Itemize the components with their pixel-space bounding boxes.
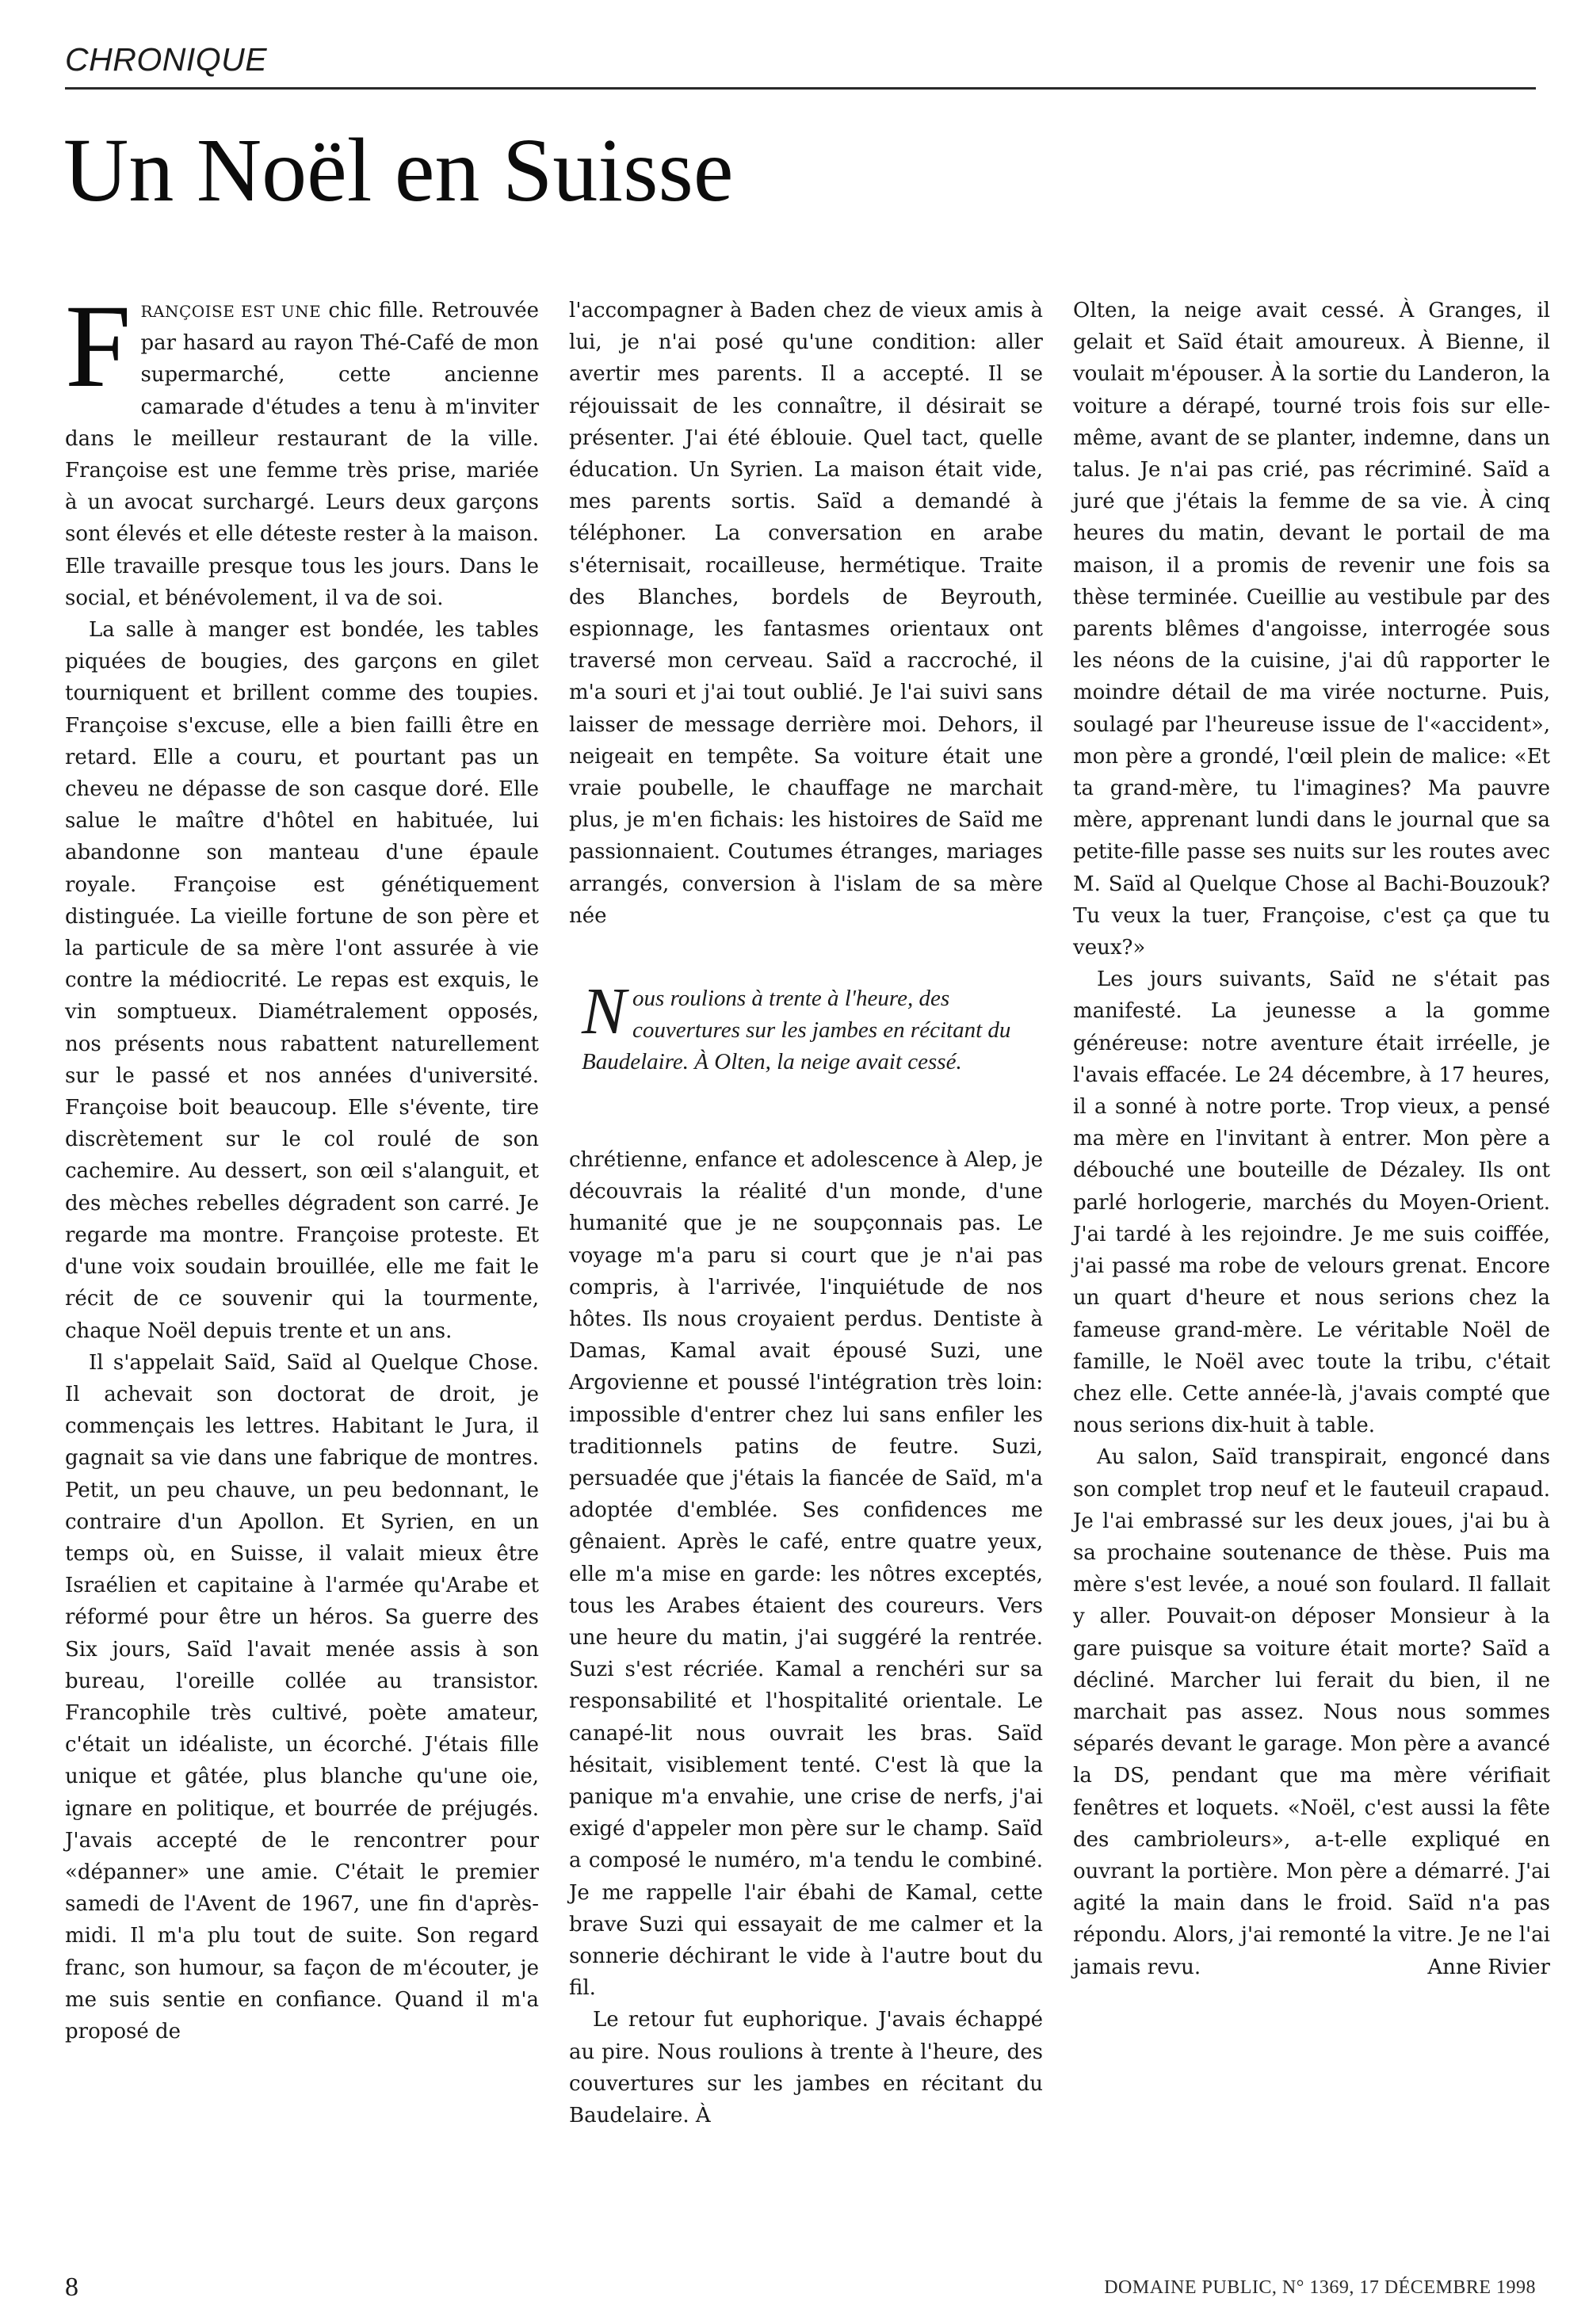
paragraph-text: Au salon, Saïd transpirait, engoncé dans son complet trop neuf et le fauteuil crapaud. Je l'ai embrassé sur les deux joues, j'ai bu à sa prochaine soutenance de thèse. Puis ma mère s'est levée, a noué son foulard. Il fallait y aller. Pouvait-on déposer Monsieur à la gare puisque sa voiture était morte? Saïd a décliné. Marcher lui ferait du bien, il ne marchait pas assez. Nous nous sommes séparés devant le garage. Mon père a avancé la DS, pendant que ma mère vérifiait fenêtres et loquets. «Noël, c'est aussi la fête des cambrioleurs», a-t-elle expliqué en ouvrant la portière. Mon père a démarré. J'ai agité la main dans le froid. Saïd n'a pas répondu. Alors, j'ai remonté la vitre. Je ne l'ai jamais revu. [1073,1445,1550,1979]
paragraph-lead [65,280,539,614]
paragraph: Les jours suivants, Saïd ne s'était pas manifesté. La jeunesse a la gomme généreuse: notre aventure était irréelle, je l'avais effacée. Le 24 décembre, à 17 heures, il a sonné à notre porte. Trop vieux, a pensé ma mère en l'invitant à entrer. Mon père a débouché une bouteille de Dézaley. Ils ont parlé horlogerie, marchés du Moyen-Orient. J'ai tardé à les rejoindre. Je me suis coiffée, j'ai passé ma robe de velours grenat. Encore un quart d'heure et nous serions chez la fameuse grand-mère. Le véritable Noël de famille, le Noël avec toute la tribu, c'était chez elle. Cette année-là, j'avais compté que nous serions dix-huit à table. [1073,967,1550,1438]
paragraph: chrétienne, enfance et adolescence à Alep, je découvrais la réalité d'un monde, d'une humanité que je ne soupçonnais pas. Le voyage m'a paru si court que je n'ai pas compris, à l'arrivée, l'inquiétude de nos hôtes. Ils nous croyaient perdus. Dentiste à Damas, Kamal avait épousé Suzi, une Argovienne et poussé l'intégration très loin: impossible d'entrer chez lui sans enfiler les traditionnels patins de feutre. Suzi, persuadée que j'étais la fiancée de Saïd, m'a adoptée d'emblée. Ses confidences me gênaient. Après le café, entre quatre yeux, elle m'a mise en garde: les nôtres exceptés, tous les Arabes étaient des coureurs. Vers une heure du matin, j'ai suggéré la rentrée. Suzi s'est récriée. Kamal a renchéri sur sa responsabilité et l'hospitalité orientale. Le canapé-lit nous ouvrait les bras. Saïd hésitait, visiblement tenté. C'est là que la panique m'a envahie, une crise de nerfs, j'ai exigé d'appeler mon père sur le champ. Saïd a composé le numéro, m'a tendu le combiné. Je me rappelle l'air ébahi de Kamal, cette brave Suzi qui essayait de me calmer et la sonnerie déchirant le vide à l'autre bout du fil. [569,1148,1043,2001]
paragraph-text: chic fille. Retrouvée par hasard au rayon Thé-Café de mon supermarché, cette ancienne camarade d'études a tenu à m'inviter dans le meilleur restaurant de la ville. Françoise est une femme très prise, mariée à un avocat surchargé. Leurs deux garçons sont élevés et elle déteste rester à la maison. Elle travaille presque tous les jours. Dans le social, et bénévolement, il va de soi. [65,299,539,610]
page-number: 8 [65,2272,78,2302]
column-2-bottom [569,1144,1043,2131]
pull-quote [582,975,1030,1078]
drop-cap: F [65,280,132,412]
column-2-top [569,295,1043,932]
paragraph: Olten, la neige avait cessé. À Granges, il gelait et Saïd était amoureux. À Bienne, il voulait m'épouser. À la sortie du Landeron, la voiture a dérapé, tourné trois fois sur elle-même, avant de se planter, indemne, dans un talus. Je n'ai pas crié, pas récriminé. Saïd a juré que j'étais la femme de sa vie. À cinq heures du matin, devant le portail de ma maison, il a promis de revenir une fois sa thèse terminée. Cueillie au vestibule par des parents blêmes d'angoisse, interrogée sous les néons de la cuisine, j'ai dû rapporter le moindre détail de ma virée nocturne. Puis, soulagé par l'heureuse issue de l'«accident», mon père a grondé, l'œil plein de malice: «Et ta grand-mère, tu l'imagines? Ma pauvre mère, apprenant lundi dans le journal que sa petite-fille passe ses nuits sur les routes avec M. Saïd al Quelque Chose al Bachi-Bouzouk? Tu veux la tuer, Françoise, c'est ça que tu veux?» [1073,299,1550,960]
lead-smallcaps: RANÇOISE EST UNE [140,302,322,321]
paragraph: Il s'appelait Saïd, Saïd al Quelque Chose. Il achevait son doctorat de droit, je commençais les lettres. Habitant le Jura, il gagnait sa vie dans une fabrique de montres. Petit, un peu chauve, un peu bedonnant, le contraire d'un Apollon. Et Syrien, en un temps où, en Suisse, il valait mieux être Israélien et capitaine à l'armée qu'Arabe et réformé pour être un héros. Sa guerre des Six jours, Saïd l'avait menée assis à son bureau, l'oreille collée au transistor. Francophile très cultivé, poète amateur, c'était un idéaliste, un écorché. J'étais fille unique et gâtée, plus blanche qu'une oie, ignare en politique, et bourrée de préjugés. J'avais accepté de le rencontrer pour «dépanner» une amie. C'était le premier samedi de l'Avent de 1967, une fin d'après-midi. Il m'a plu tout de suite. Son regard franc, son humour, sa façon de m'écouter, je me suis sentie en confiance. Quand il m'a proposé de [65,1350,539,2044]
author-signature: Anne Rivier [1427,1955,1550,1979]
publication-footer: DOMAINE PUBLIC, N° 1369, 17 DÉCEMBRE 1998 [1104,2277,1536,2298]
article-title: Un Noël en Suisse [63,120,734,220]
paragraph: Le retour fut euphorique. J'avais échappé au pire. Nous roulions à trente à l'heure, des couvertures sur les jambes en récitant du Baudelaire. À [569,2008,1043,2128]
paragraph [1073,1441,1550,1982]
paragraph: La salle à manger est bondée, les tables piquées de bougies, des garçons en gilet tourniquent et brillent comme des toupies. Françoise s'excuse, elle a bien failli être en retard. Elle a couru, et pourtant pas un cheveu ne dépasse de son casque doré. Elle salue le maître d'hôtel en habituée, lui abandonne son manteau d'une épaule royale. Françoise est génétiquement distinguée. La vieille fortune de son père et la particule de sa mère l'ont assurée à vie contre la médiocrité. Le repas est exquis, le vin somptueux. Diamétralement opposés, nos présents nous rabattent naturellement sur le passé et nos années d'université. Françoise boit beaucoup. Elle s'évente, tire discrètement sur le col roulé de son cachemire. Au dessert, son œil s'alanguit, et des mèches rebelles dégradent son carré. Je regarde ma montre. Françoise proteste. Et d'une voix soudain brouillée, elle me fait le récit de ce souvenir qui la tourmente, chaque Noël depuis trente et un ans. [65,618,539,1343]
pull-quote-text: ous roulions à trente à l'heure, des couvertures sur les jambes en récitant du Baudelaire. À Olten, la neige avait cessé. [582,986,1011,1074]
pull-quote-dropcap: N [582,975,627,1048]
header-rule [65,87,1536,90]
section-rubric: CHRONIQUE [65,41,268,78]
paragraph: l'accompagner à Baden chez de vieux amis à lui, je n'ai posé qu'une condition: aller avertir mes parents. Il a accepté. Il se réjouissait de les connaître, il désirait se présenter. J'ai été éblouie. Quel tact, quelle éducation. Un Syrien. La maison était vide, mes parents sortis. Saïd a demandé à téléphoner. La conversation en arabe s'éternisait, rocailleuse, hermétique. Traite des Blanches, bordels de Beyrouth, espionnage, les fantasmes orientaux ont traversé mon cerveau. Saïd a raccroché, il m'a souri et j'ai tout oublié. Je l'ai suivi sans laisser de message derrière moi. Dehors, il neigeait en tempête. Sa voiture était une vraie poubelle, le chauffage ne marchait plus, je m'en fichais: les histoires de Saïd me passionnaient. Coutumes étranges, mariages arrangés, conversion à l'islam de sa mère née [569,299,1043,928]
column-1 [65,280,539,2047]
column-3 [1073,295,1550,1983]
